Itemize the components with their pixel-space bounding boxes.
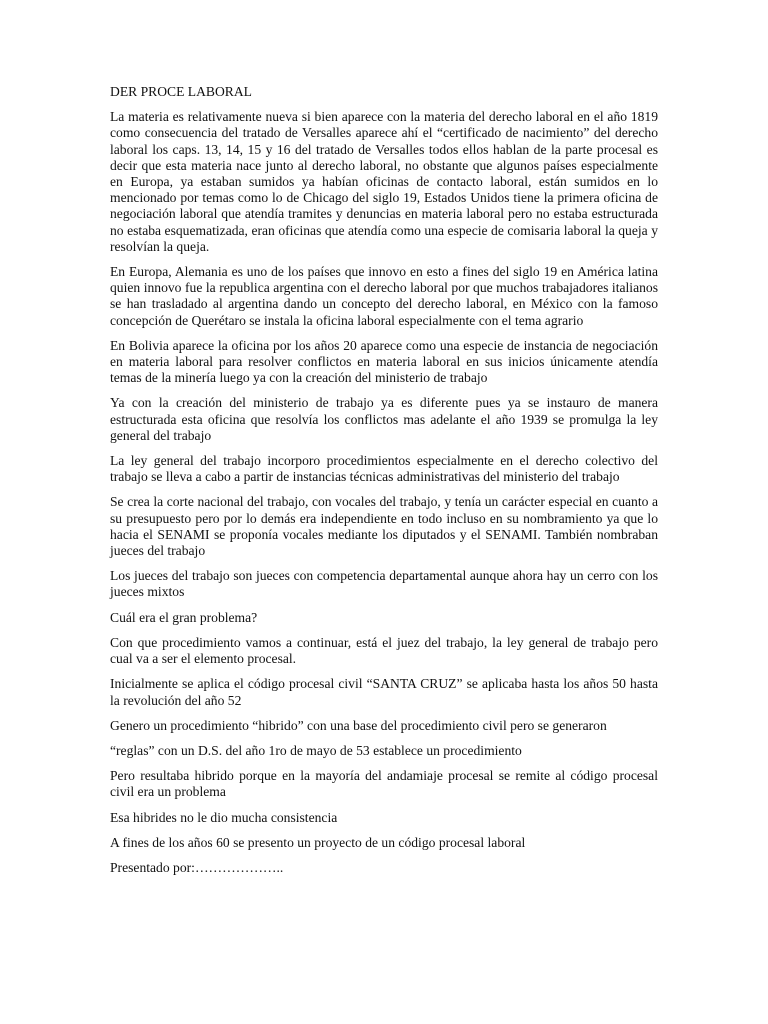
paragraph-rules: “reglas” con un D.S. del año 1ro de mayo de 53 establece un procedimiento <box>110 742 522 758</box>
paragraph-project: A fines de los años 60 se presento un proyecto de un código procesal laboral <box>110 834 526 850</box>
paragraph-hybrid: Genero un procedimiento “hibrido” con una base del procedimiento civil pero se generaron <box>110 717 607 733</box>
paragraph-ministry: Ya con la creación del ministerio de trabajo ya es diferente pues ya se instauro de manera estructurada esta oficina que resolvía los conflictos mas adelante el año 1939 se promulga la ley general del trabajo <box>110 395 658 443</box>
paragraph-judges: Los jueces del trabajo son jueces con competencia departamental aunque ahora hay un cerro con los jueces mixtos <box>110 568 658 600</box>
document-title: DER PROCE LABORAL <box>110 84 252 99</box>
paragraph-hybrid-problem: Pero resultaba hibrido porque en la mayoría del andamiaje procesal se remite al código procesal civil era un problema <box>110 768 658 800</box>
paragraph-presented-by: Presentado por:……………….. <box>110 859 284 875</box>
paragraph-origin: La materia es relativamente nueva si bien aparece con la materia del derecho laboral en el año 1819 como consecuencia del tratado de Versalles aparece ahí el “certificado de nacimiento” del derecho laboral los caps. 13, 14, 15 y 16 del tratado de Versalles todos ellos hablan de la parte procesal es decir que esta materia nace junto al derecho laboral, no obstante que algunos países especialmente en Europa, ya estaban sumidos ya habían oficinas de contacto laboral, están sumidos en lo mencionado por temas como lo de Chicago del siglo 19, Estados Unidos tiene la primera oficina de negociación laboral que atendía tramites y denuncias en materia laboral pero no estaba estructurada no estaba esquematizada, eran oficinas que atendía como una especie de comisaria laboral la queja y resolvían la queja. <box>110 109 658 254</box>
paragraph-procedure: Con que procedimiento vamos a continuar, está el juez del trabajo, la ley general de trabajo pero cual va a ser el elemento procesal. <box>110 634 658 667</box>
paragraph-europe: En Europa, Alemania es uno de los países que innovo en esto a fines del siglo 19 en América latina quien innovo fue la republica argentina con el derecho laboral por que muchos trabajadores italianos se han trasladado al argentina dando un concepto del derecho laboral, en México con la famoso concepción de Querétaro se instala la oficina laboral especialmente con el tema agrario <box>110 264 658 328</box>
paragraph-bolivia: En Bolivia aparece la oficina por los años 20 aparece como una especie de instancia de negociación en materia laboral para resolver conflictos en materia laboral en sus inicios únicamente atendía temas de la minería luego ya con la creación del ministerio de trabajo <box>110 337 658 386</box>
paragraph-consistency: Esa hibrides no le dio mucha consistencia <box>110 809 338 825</box>
paragraph-general-law: La ley general del trabajo incorporo procedimientos especialmente en el derecho colectivo del trabajo se lleva a cabo a partir de instancias técnicas administrativas del ministerio del trabajo <box>110 453 658 485</box>
paragraph-civil-code: Inicialmente se aplica el código procesal civil “SANTA CRUZ” se aplicaba hasta los años 50 hasta la revolución del año 52 <box>110 676 658 708</box>
paragraph-question: Cuál era el gran problema? <box>110 609 258 625</box>
paragraph-national-court: Se crea la corte nacional del trabajo, con vocales del trabajo, y tenía un carácter especial en cuanto a su presupuesto pero por lo demás era independiente en todo incluso en su nombramiento ya que lo hacia el SENAMI se proponía vocales mediante los diputados y el SENAMI. También nombraban jueces del trabajo <box>110 494 658 559</box>
document-page <box>110 84 658 885</box>
